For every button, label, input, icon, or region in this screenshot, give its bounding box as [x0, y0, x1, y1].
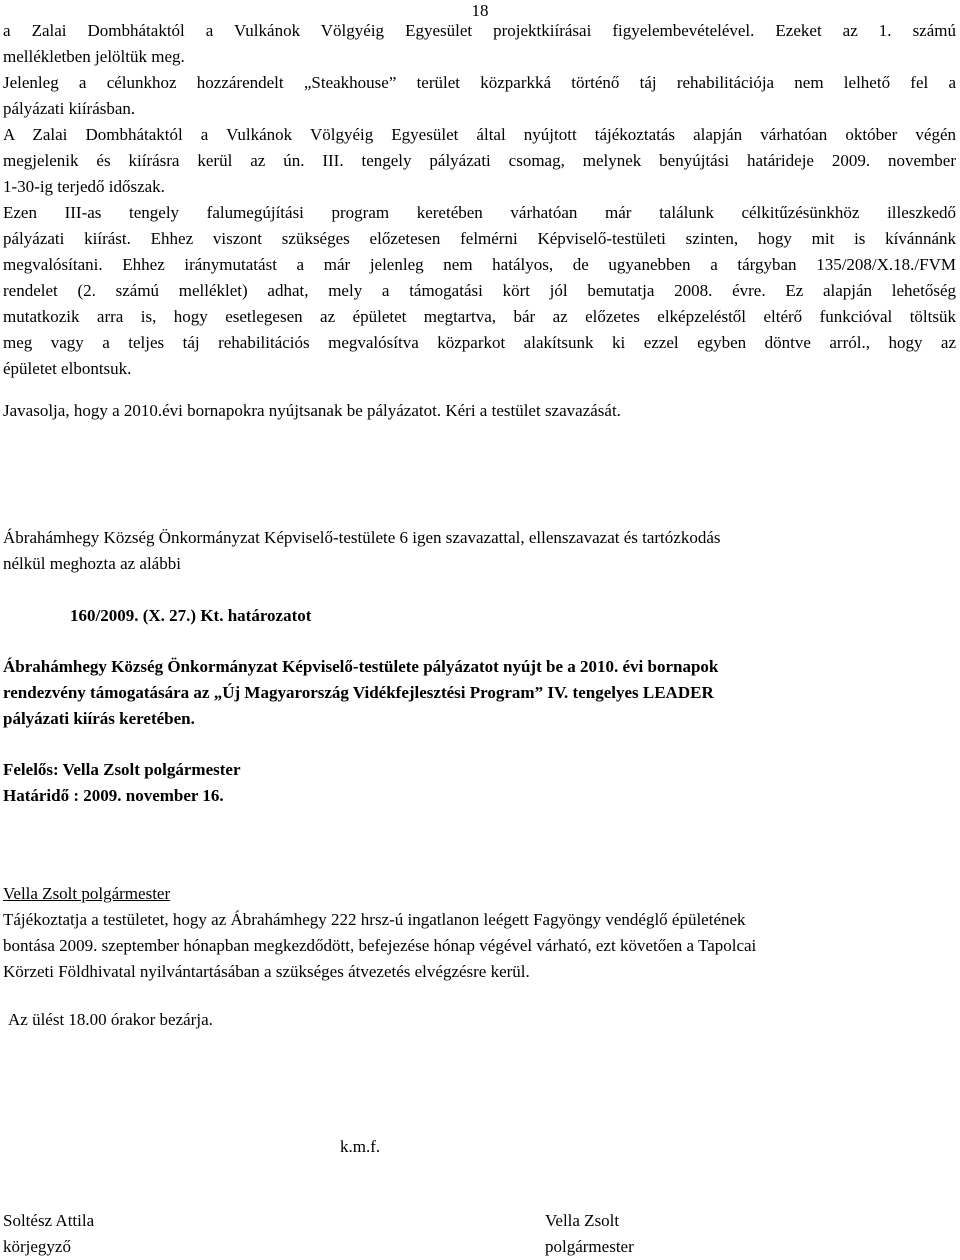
text-line: épületet elbontsuk. [3, 359, 132, 378]
proposal-paragraph: Javasolja, hogy a 2010.évi bornapokra nyújtsanak be pályázatot. Kéri a testület szavazását. [3, 401, 621, 420]
text-line: rendelet (2. számú melléklet) adhat, mely a támogatási kört jól bemutatja 2008. évre. Ez alapján lehetőség [3, 281, 956, 300]
resolution-meta [3, 757, 956, 809]
mayor-report-heading: Vella Zsolt polgármester [3, 884, 171, 903]
text-line: Körzeti Földhivatal nyilvántartásában a szükséges átvezetés elvégzésre kerül. [3, 962, 530, 981]
text-line: mutatkozik arra is, hogy esetlegesen az épületet megtartva, bár az előzetes elképzeléstől eltérő funkcióval töltsük [3, 307, 956, 326]
responsible-line: Felelős: Vella Zsolt polgármester [3, 760, 241, 779]
text-line: megvalósítani. Ehhez iránymutatást a már jelenleg nem hatályos, de ugyanebben a tárgyban 135/208/X.18./FVM [3, 255, 956, 274]
text-line: 1-30-ig terjedő időszak. [3, 177, 165, 196]
resolution-line: rendezvény támogatására az „Új Magyarország Vidékfejlesztési Program” IV. tengelyes LEADER [3, 683, 714, 702]
vote-paragraph [3, 525, 956, 577]
signature-name: Vella Zsolt [545, 1211, 620, 1230]
signature-title: polgármester [545, 1237, 634, 1256]
text-line: Jelenleg a célunkhoz hozzárendelt „Steakhouse” terület közparkká történő táj rehabilitációja nem lelhető fel a [3, 73, 956, 92]
vote-line: Ábrahámhegy Község Önkormányzat Képviselő-testülete 6 igen szavazattal, ellenszavazat és tartózkodás [3, 528, 721, 547]
text-line: megjelenik és kiírásra kerül az ún. III. tengely pályázati csomag, melynek benyújtási határideje 2009. november [3, 151, 956, 170]
text-line: mellékletben jelöltük meg. [3, 47, 185, 66]
closing-line: Az ülést 18.00 órakor bezárja. [8, 1010, 213, 1029]
kmf-label: k.m.f. [340, 1137, 381, 1156]
intro-paragraph [3, 18, 956, 382]
text-line: pályázati kiírást. Ehhez viszont szükséges előzetesen felmérni Képviselő-testületi szinten, hogy mit is kívánnánk [3, 229, 956, 248]
resolution-line: pályázati kiírás keretében. [3, 709, 195, 728]
deadline-line: Határidő : 2009. november 16. [3, 786, 224, 805]
resolution-number: 160/2009. (X. 27.) Kt. határozatot [70, 606, 312, 625]
text-line: Tájékoztatja a testületet, hogy az Ábrahámhegy 222 hrsz-ú ingatlanon leégett Fagyöngy vendéglő épületének [3, 910, 746, 929]
page-number: 18 [471, 1, 489, 20]
signature-left [3, 1208, 94, 1260]
text-line: a Zalai Dombhátaktól a Vulkánok Völgyéig Egyesület projektkiírásai figyelembevételével. Ezeket az 1. számú [3, 21, 956, 40]
mayor-report [3, 881, 956, 985]
text-line: bontása 2009. szeptember hónapban megkezdődött, befejezése hónap végével várható, ezt követően a Tapolcai [3, 936, 757, 955]
resolution-text [3, 654, 956, 732]
text-line: meg vagy a teljes táj rehabilitációs megvalósítva közparkot alakítsunk ki ezzel egyben döntve arról., hogy az [3, 333, 956, 352]
resolution-line: Ábrahámhegy Község Önkormányzat Képviselő-testülete pályázatot nyújt be a 2010. évi bornapok [3, 657, 719, 676]
vote-line: nélkül meghozta az alábbi [3, 554, 181, 573]
text-line: pályázati kiírásban. [3, 99, 136, 118]
signature-title: körjegyző [3, 1237, 71, 1256]
text-line: Ezen III-as tengely falumegújítási program keretében várhatóan már találunk célkitűzésünkhöz illeszkedő [3, 203, 956, 222]
signature-name: Soltész Attila [3, 1211, 95, 1230]
signature-right [545, 1208, 634, 1260]
text-line: A Zalai Dombhátaktól a Vulkánok Völgyéig Egyesület által nyújtott tájékoztatás alapján várhatóan október végén [3, 125, 956, 144]
